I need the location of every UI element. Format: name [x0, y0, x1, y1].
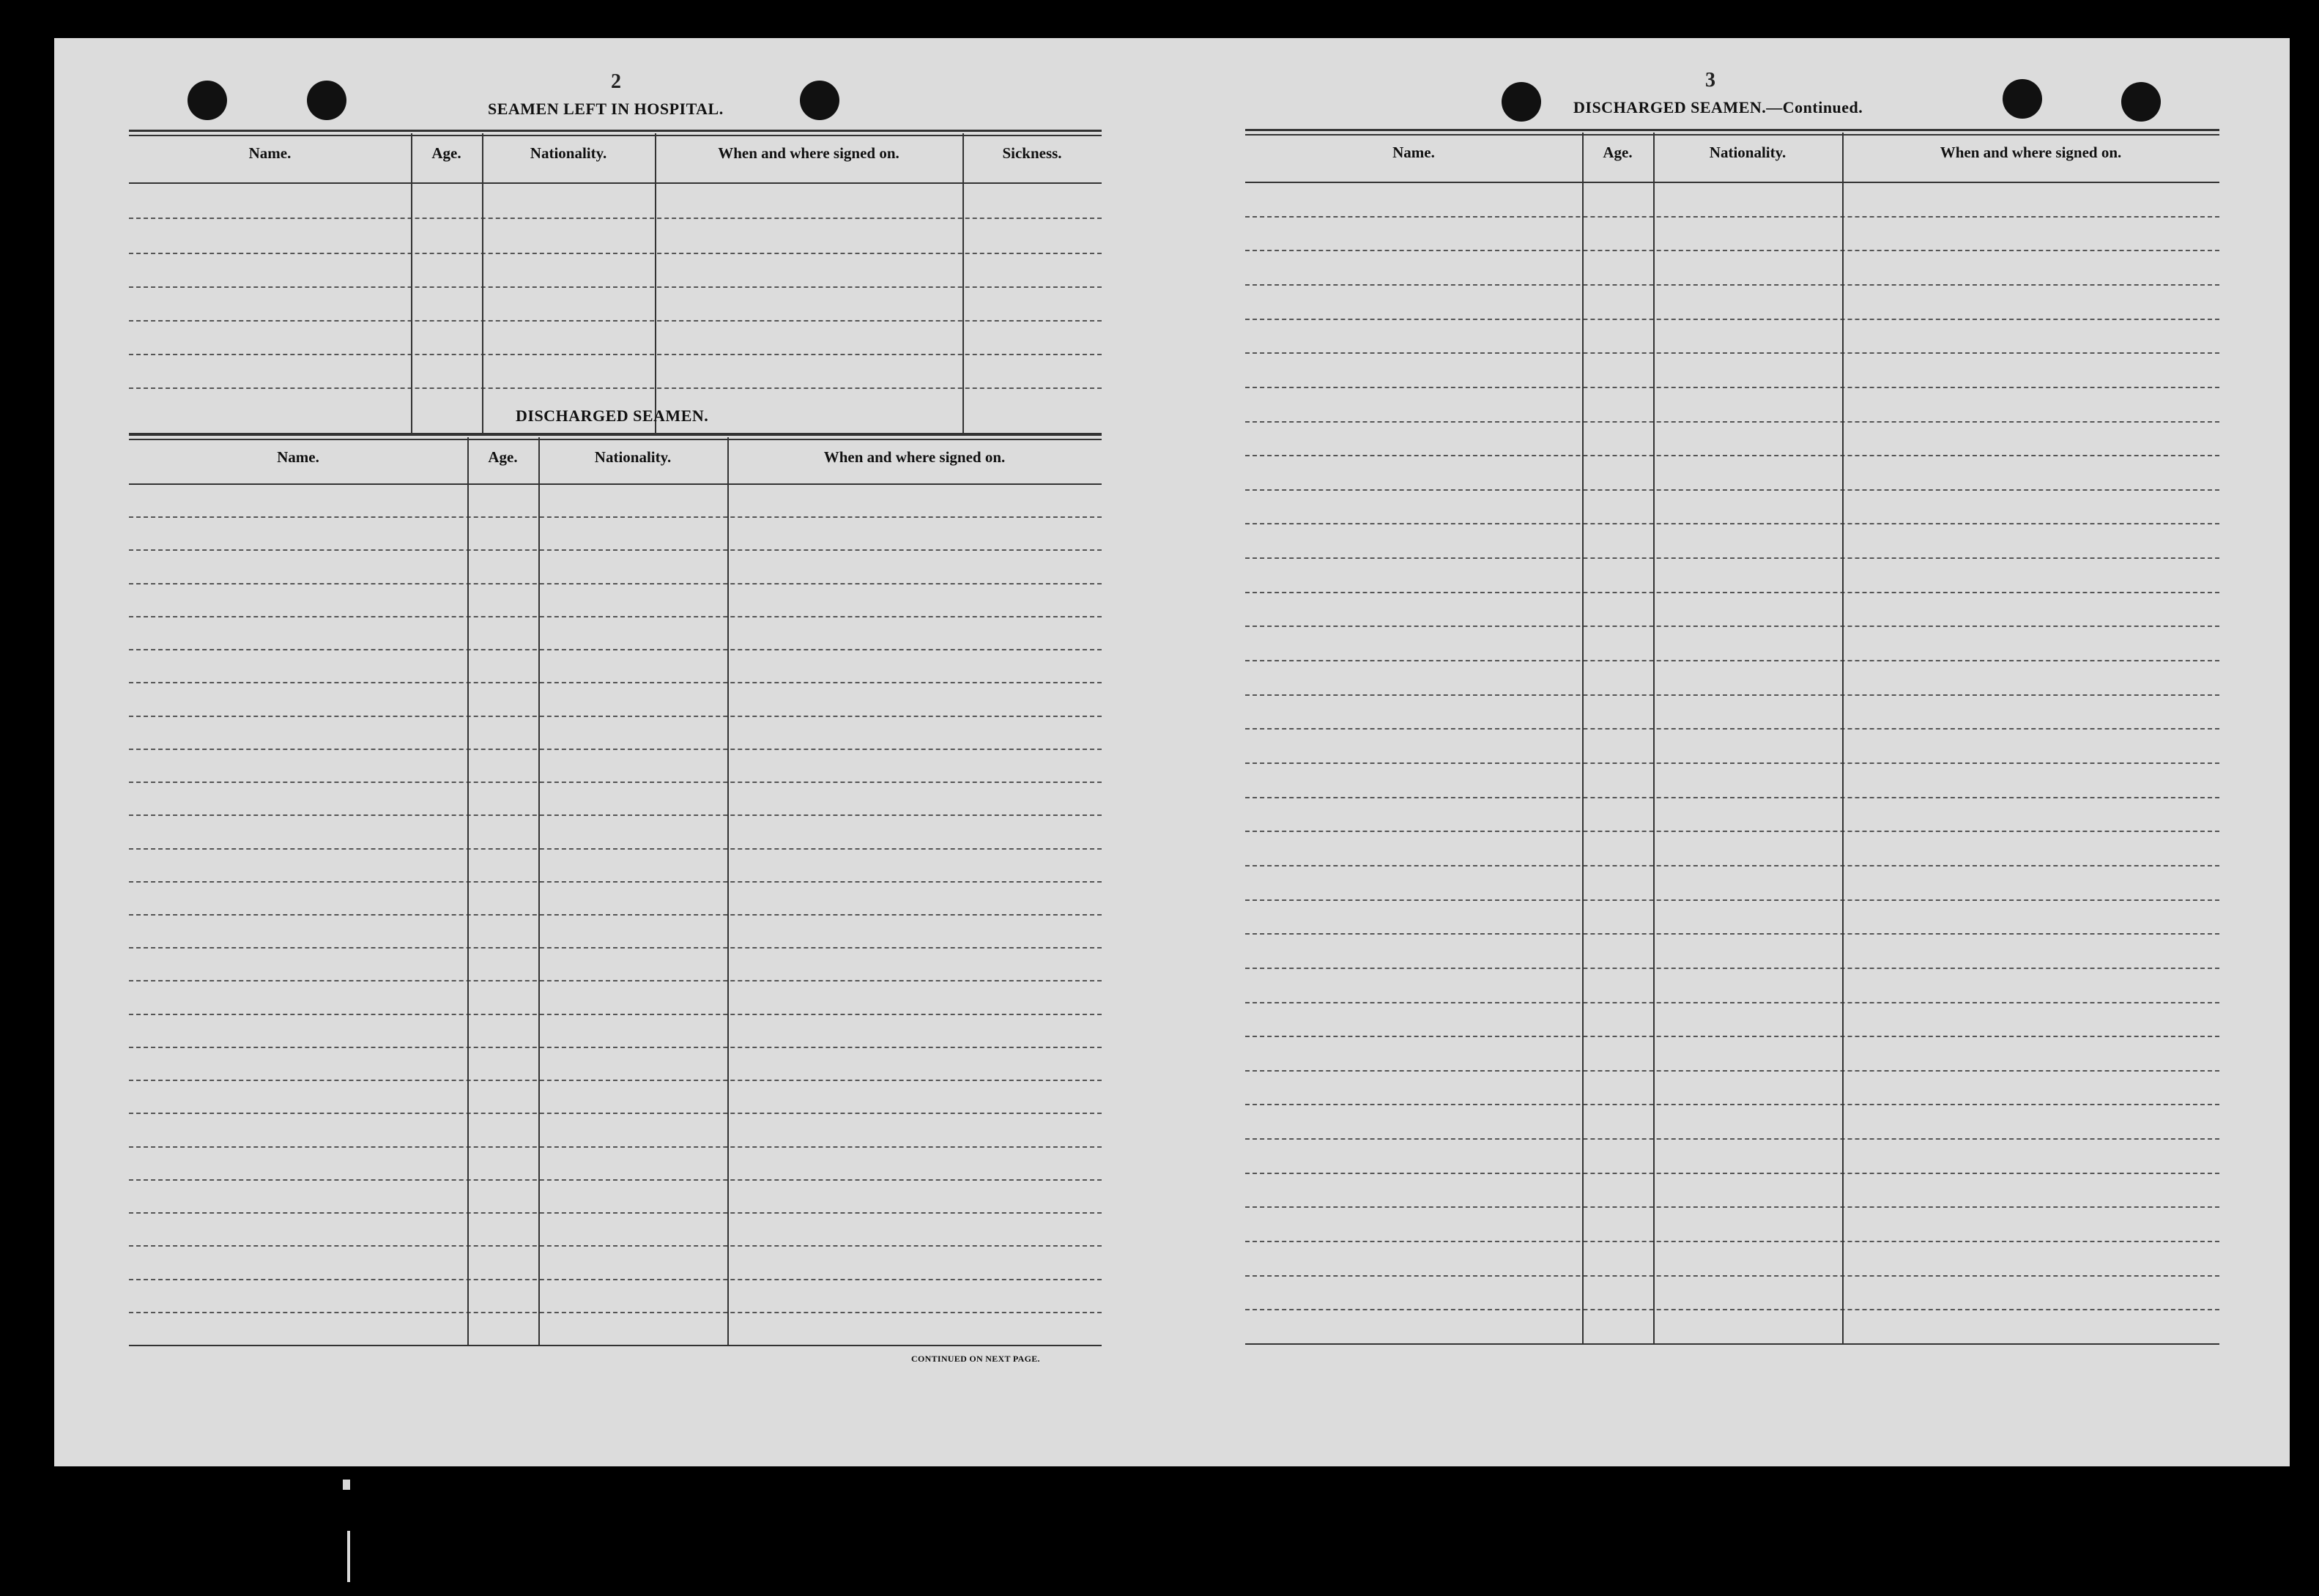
- row-rule: [1245, 489, 2219, 491]
- table-top-rule: [129, 130, 1102, 132]
- column-divider: [727, 437, 729, 1345]
- row-rule: [129, 980, 1102, 981]
- row-rule: [129, 549, 1102, 551]
- row-rule: [129, 516, 1102, 518]
- row-rule: [1245, 899, 2219, 901]
- hospital-section-title: SEAMEN LEFT IN HOSPITAL.: [488, 100, 724, 118]
- row-rule: [1245, 968, 2219, 969]
- row-rule: [129, 1113, 1102, 1114]
- row-rule: [129, 914, 1102, 916]
- row-rule: [129, 354, 1102, 355]
- row-rule: [1245, 557, 2219, 559]
- row-rule: [1245, 831, 2219, 832]
- row-rule: [129, 387, 1102, 389]
- row-rule: [129, 1312, 1102, 1313]
- header-bottom-rule: [1245, 182, 2219, 183]
- row-rule: [129, 1279, 1102, 1280]
- table-bottom-rule: [129, 1345, 1102, 1346]
- column-divider: [1582, 133, 1584, 1343]
- column-divider: [962, 133, 964, 433]
- row-rule: [1245, 421, 2219, 423]
- row-rule: [129, 814, 1102, 816]
- table-top-rule: [129, 434, 1102, 436]
- row-rule: [1245, 1309, 2219, 1310]
- punch-hole: [188, 81, 227, 120]
- table-bottom-rule: [1245, 1343, 2219, 1345]
- row-rule: [129, 881, 1102, 883]
- column-header-age: Age.: [488, 448, 518, 466]
- row-rule: [129, 749, 1102, 750]
- column-divider: [538, 437, 540, 1345]
- continued-note: CONTINUED ON NEXT PAGE.: [911, 1354, 1040, 1364]
- column-divider: [655, 133, 656, 433]
- column-header-nationality: Nationality.: [594, 448, 672, 466]
- discharged-section-title: DISCHARGED SEAMEN.: [516, 407, 709, 425]
- row-rule: [129, 1146, 1102, 1148]
- column-header-signed-on: When and where signed on.: [718, 144, 899, 162]
- row-rule: [129, 286, 1102, 288]
- row-rule: [129, 1212, 1102, 1214]
- scan-speck: [347, 1531, 350, 1582]
- page-number-right: 3: [1705, 69, 1715, 92]
- row-rule: [1245, 455, 2219, 456]
- page-number-left: 2: [611, 70, 621, 93]
- row-rule: [129, 1179, 1102, 1181]
- row-rule: [1245, 626, 2219, 627]
- scan-speck: [343, 1480, 350, 1490]
- column-header-nationality: Nationality.: [1709, 144, 1786, 161]
- row-rule: [1245, 319, 2219, 320]
- row-rule: [1245, 1070, 2219, 1072]
- column-header-age: Age.: [1603, 144, 1633, 161]
- column-divider: [467, 437, 469, 1345]
- punch-hole: [1502, 82, 1541, 122]
- document-sheet: [54, 38, 2290, 1466]
- column-header-name: Name.: [1392, 144, 1435, 161]
- column-header-name: Name.: [277, 448, 319, 466]
- row-rule: [1245, 797, 2219, 798]
- row-rule: [1245, 284, 2219, 286]
- column-divider: [482, 133, 483, 433]
- discharged-table: [129, 434, 1102, 1342]
- discharged-continued-table: [1245, 129, 2219, 1345]
- header-bottom-rule: [129, 182, 1102, 184]
- hospital-table: [129, 130, 1102, 437]
- punch-hole: [307, 81, 346, 120]
- column-header-signed-on: When and where signed on.: [1940, 144, 2122, 161]
- punch-hole: [2003, 79, 2042, 119]
- discharged-continued-title: DISCHARGED SEAMEN.—Continued.: [1573, 98, 1863, 116]
- row-rule: [1245, 762, 2219, 764]
- punch-hole: [2121, 82, 2161, 122]
- punch-hole: [800, 81, 839, 120]
- column-header-age: Age.: [431, 144, 461, 162]
- row-rule: [1245, 216, 2219, 218]
- row-rule: [129, 782, 1102, 783]
- row-rule: [1245, 1173, 2219, 1174]
- row-rule: [129, 716, 1102, 717]
- row-rule: [1245, 728, 2219, 730]
- row-rule: [129, 218, 1102, 219]
- row-rule: [1245, 933, 2219, 935]
- row-rule: [1245, 1241, 2219, 1242]
- row-rule: [1245, 523, 2219, 524]
- row-rule: [1245, 592, 2219, 593]
- column-divider: [1842, 133, 1844, 1343]
- row-rule: [129, 682, 1102, 683]
- header-bottom-rule: [129, 483, 1102, 485]
- row-rule: [1245, 660, 2219, 661]
- row-rule: [129, 616, 1102, 617]
- row-rule: [1245, 1206, 2219, 1208]
- column-header-sickness: Sickness.: [1002, 144, 1062, 162]
- row-rule: [1245, 1275, 2219, 1277]
- row-rule: [1245, 865, 2219, 866]
- row-rule: [1245, 1138, 2219, 1140]
- row-rule: [129, 1245, 1102, 1247]
- column-header-signed-on: When and where signed on.: [823, 448, 1006, 466]
- row-rule: [1245, 1002, 2219, 1003]
- column-header-nationality: Nationality.: [530, 144, 607, 162]
- row-rule: [1245, 387, 2219, 388]
- row-rule: [129, 649, 1102, 650]
- row-rule: [1245, 1104, 2219, 1105]
- row-rule: [1245, 250, 2219, 251]
- row-rule: [1245, 694, 2219, 696]
- row-rule: [129, 848, 1102, 850]
- row-rule: [1245, 1036, 2219, 1037]
- table-top-rule: [1245, 129, 2219, 131]
- column-divider: [1653, 133, 1655, 1343]
- row-rule: [129, 320, 1102, 322]
- row-rule: [1245, 352, 2219, 354]
- row-rule: [129, 1014, 1102, 1015]
- row-rule: [129, 947, 1102, 949]
- column-divider: [411, 133, 412, 433]
- row-rule: [129, 1080, 1102, 1081]
- row-rule: [129, 583, 1102, 584]
- row-rule: [129, 1047, 1102, 1048]
- column-header-name: Name.: [248, 144, 292, 162]
- row-rule: [129, 253, 1102, 254]
